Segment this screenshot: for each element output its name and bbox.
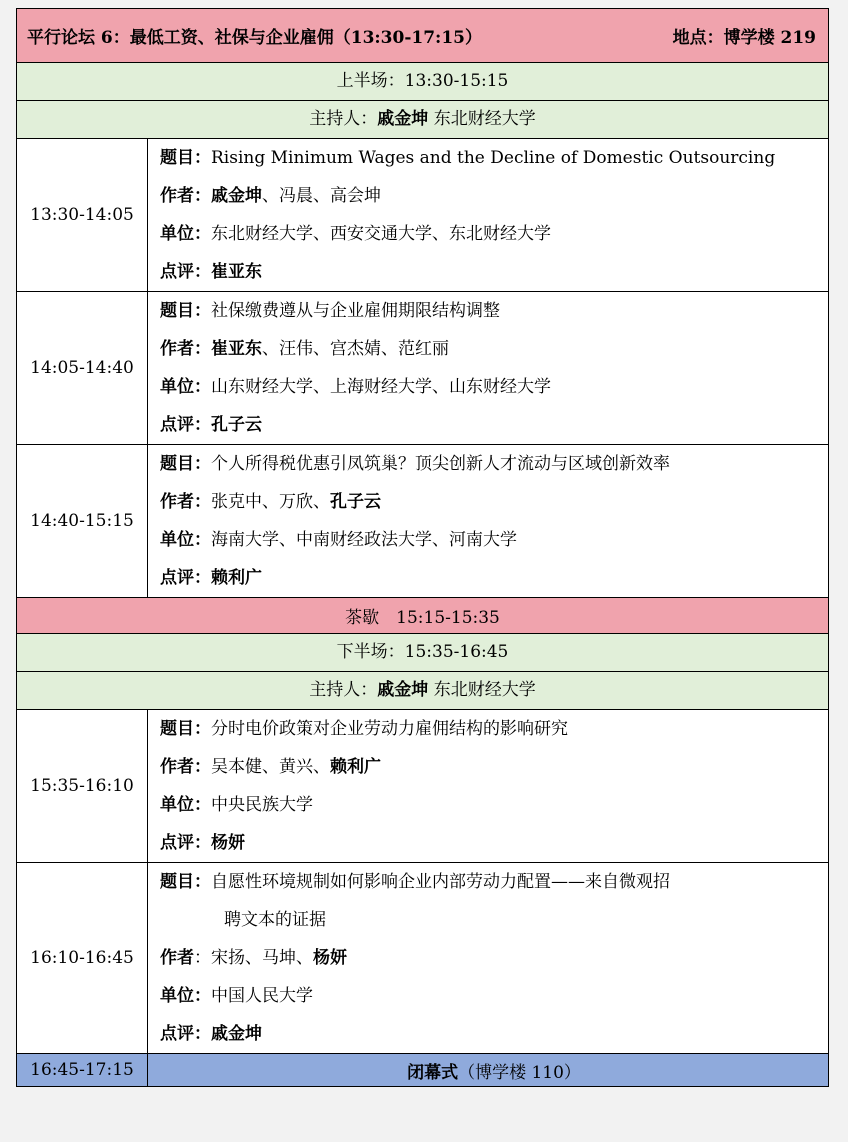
closing-place: （博学楼 110） [458,1062,581,1083]
session-time: 16:10-16:45 [17,863,148,1054]
session-time: 14:05-14:40 [17,292,148,445]
paper-title: 题目：个人所得税优惠引凤筑巢？顶尖创新人才流动与区域创新效率 [160,454,670,474]
paper-reviewer: 点评：孔子云 [160,415,262,435]
closing-ceremony [148,1054,829,1087]
second-half-title-row [17,634,829,672]
forum-location: 地点：博学楼 219 [672,28,817,48]
paper-authors: 作者：崔亚东、汪伟、宫杰婧、范红丽 [160,339,449,359]
paper-authors: 作者：吴本健、黄兴、赖利广 [160,757,381,777]
paper-units: 单位：中央民族大学 [160,795,313,815]
paper-reviewer: 点评：崔亚东 [160,262,262,282]
session-time: 13:30-14:05 [17,139,148,292]
session-row [17,863,829,1054]
first-half-host: 主持人：戚金坤 东北财经大学 [309,109,536,129]
paper-units: 单位：海南大学、中南财经政法大学、河南大学 [160,530,517,550]
session-row [17,139,829,292]
session-details [148,139,829,292]
closing-name: 闭幕式 [407,1062,459,1083]
session-time: 14:40-15:15 [17,445,148,598]
forum-schedule-table [16,8,829,1087]
first-half-host-row [17,101,829,139]
paper-authors: 作者：戚金坤、冯晨、高会坤 [160,186,381,206]
session-details [148,710,829,863]
paper-title: 题目：社保缴费遵从与企业雇佣期限结构调整 [160,301,500,321]
paper-reviewer: 点评：杨妍 [160,833,245,853]
paper-authors: 作者：宋扬、马坤、杨妍 [160,948,347,968]
tea-break-row [17,598,829,634]
paper-authors: 作者：张克中、万欣、孔子云 [160,492,381,512]
host-name: 戚金坤 [377,680,429,700]
paper-reviewer: 点评：戚金坤 [160,1024,262,1044]
forum-title: 平行论坛 6：最低工资、社保与企业雇佣（13:30-17:15） [27,28,482,48]
paper-units: 单位：中国人民大学 [160,986,313,1006]
closing-row [17,1054,829,1087]
second-half-title: 下半场：15:35-16:45 [336,642,509,662]
tea-break: 茶歇 15:15-15:35 [17,598,829,634]
forum-header-row [17,9,829,63]
host-unit: 东北财经大学 [428,109,536,129]
program-sheet [16,8,828,1087]
session-details [148,445,829,598]
session-row [17,710,829,863]
first-half-title-row [17,63,829,101]
host-name: 戚金坤 [377,109,429,129]
session-row [17,292,829,445]
first-half-title: 上半场：13:30-15:15 [336,71,509,91]
second-half-host-row [17,672,829,710]
paper-reviewer: 点评：赖利广 [160,568,262,588]
session-details [148,292,829,445]
paper-title: 题目：Rising Minimum Wages and the Decline of Domestic Outsourcing [160,148,776,168]
session-details [148,863,829,1054]
paper-title: 题目：分时电价政策对企业劳动力雇佣结构的影响研究 [160,719,568,739]
session-row [17,445,829,598]
session-time: 15:35-16:10 [17,710,148,863]
paper-title: 题目：自愿性环境规制如何影响企业内部劳动力配置——来自微观招 [160,872,670,892]
paper-title-continued: 聘文本的证据 [224,910,326,930]
host-unit: 东北财经大学 [428,680,536,700]
closing-time: 16:45-17:15 [17,1054,148,1087]
paper-units: 单位：山东财经大学、上海财经大学、山东财经大学 [160,377,551,397]
paper-units: 单位：东北财经大学、西安交通大学、东北财经大学 [160,224,551,244]
second-half-host: 主持人：戚金坤 东北财经大学 [309,680,536,700]
